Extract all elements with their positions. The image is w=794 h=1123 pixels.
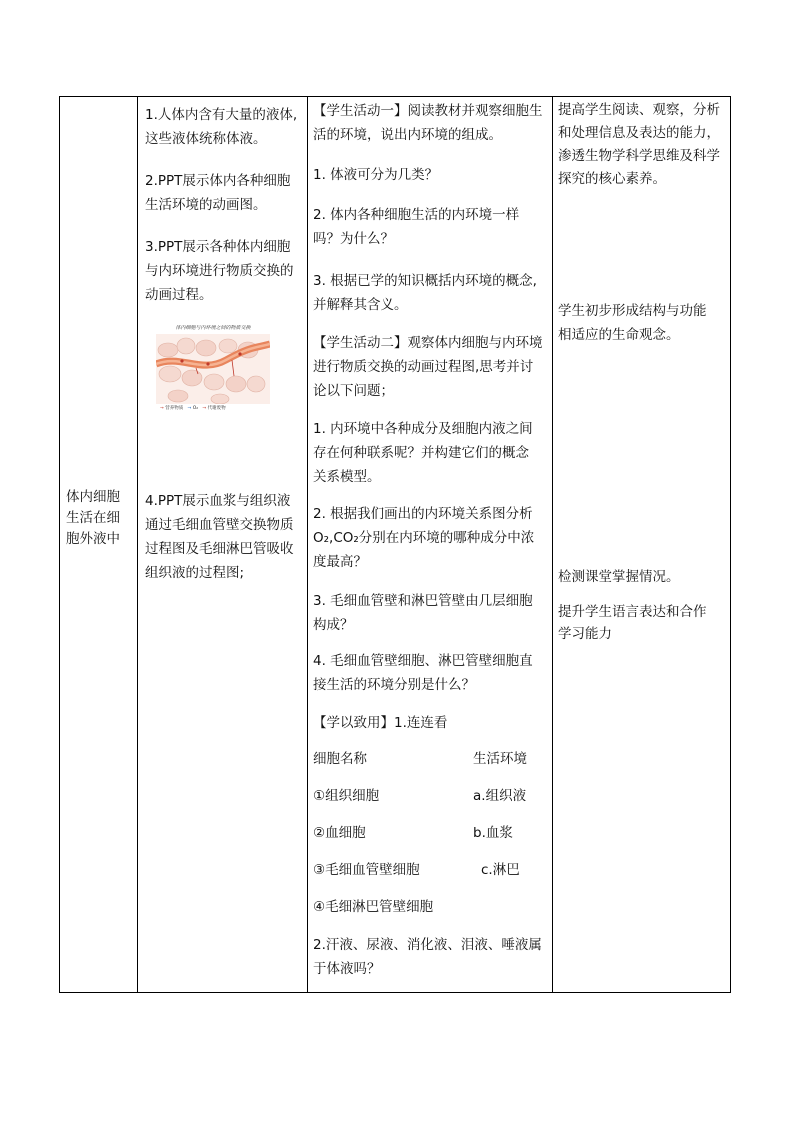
discussion-question-3 <box>313 589 533 637</box>
question-body-fluids <box>313 933 542 981</box>
match-header-left: 细胞名称 <box>313 751 367 767</box>
apply-heading: 【学以致用】1.连连看 <box>313 715 448 731</box>
text-line: 2. 体内各种细胞生活的内环境一样 <box>313 207 520 223</box>
text-line: 度最高？ <box>313 554 367 570</box>
text-line: 提高学生阅读、观察，分析 <box>558 102 720 118</box>
text-line: 论以下问题； <box>313 383 394 399</box>
cell-shape <box>211 394 229 404</box>
blood-cell-dot <box>238 352 241 355</box>
text-line: 2. 根据我们画出的内环境关系图分析 <box>313 506 533 522</box>
teacher-paragraph-4 <box>145 489 294 585</box>
text-line: 并解释其含义。 <box>313 297 408 313</box>
text-line: 活的环境，说出内环境的组成。 <box>313 127 502 143</box>
match-environment: a.组织液 <box>473 788 527 804</box>
text-line: O₂,CO₂分别在内环境的哪种成分中浓 <box>313 530 535 546</box>
match-cell-name: ③毛细血管壁细胞 <box>313 862 420 878</box>
text-line: 与内环境进行物质交换的 <box>145 263 294 279</box>
cell-shape <box>158 343 178 357</box>
teacher-paragraph-3 <box>145 235 294 307</box>
student-activity-2 <box>313 331 543 403</box>
cell-exchange-animation-image <box>156 325 270 417</box>
text-line: 2.PPT展示体内各种细胞 <box>145 173 291 189</box>
legend-label: 代谢废物 <box>207 406 226 411</box>
text-line: 相适应的生命观念。 <box>558 327 680 343</box>
text-line: 构成？ <box>313 617 354 633</box>
cell-shape <box>219 339 237 353</box>
text-line: 【学生活动一】阅读教材并观察细胞生 <box>313 103 543 119</box>
cell-shape <box>182 370 202 386</box>
text-line: 探究的核心素养。 <box>558 171 666 187</box>
intent-paragraph-2 <box>558 299 707 347</box>
text-line: 接生活的环境分别是什么？ <box>313 677 475 693</box>
blood-cell-dot <box>180 359 183 362</box>
cell-shape <box>159 366 181 382</box>
discussion-question-1 <box>313 417 533 489</box>
figure-legend <box>160 406 270 412</box>
text-line: 1. 内环境中各种成分及细胞内液之间 <box>313 421 533 437</box>
blood-cell-dot <box>206 362 209 365</box>
topic-text <box>66 487 120 550</box>
text-line: 3.PPT展示各种体内细胞 <box>145 239 291 255</box>
text-line: 提升学生语言表达和合作 <box>558 604 707 620</box>
legend-arrow-icon: → <box>187 406 192 411</box>
student-activity-cell <box>307 97 552 992</box>
text-line: 关系模型。 <box>313 469 381 485</box>
topic-cell <box>60 97 137 992</box>
text-line: 1. 体液可分为几类？ <box>313 167 439 183</box>
text-line: 于体液吗？ <box>313 961 381 977</box>
cell-shape <box>204 374 224 390</box>
topic-line: 生活在细 <box>66 510 120 526</box>
tissue-illustration <box>156 334 270 404</box>
teacher-paragraph-1 <box>145 103 297 151</box>
text-line: 过程图及毛细淋巴管吸收 <box>145 541 294 557</box>
cell-shape <box>247 376 265 392</box>
match-cell-name: ②血细胞 <box>313 825 366 841</box>
intent-paragraph-3 <box>558 565 680 589</box>
text-line: 学生初步形成结构与功能 <box>558 303 707 319</box>
text-line: 通过毛细血管壁交换物质 <box>145 517 294 533</box>
cell-shape <box>226 376 246 392</box>
text-line: 2.汗液、尿液、消化液、泪液、唾液属 <box>313 937 542 953</box>
text-line: 检测课堂掌握情况。 <box>558 569 680 585</box>
design-intent-cell <box>552 97 732 992</box>
topic-line: 胞外液中 <box>66 531 120 547</box>
legend-label: O₂ <box>192 406 199 411</box>
text-line: 组织液的过程图; <box>145 565 245 581</box>
text-line: 吗？为什么？ <box>313 231 394 247</box>
discussion-question-4 <box>313 649 533 697</box>
match-cell-name: ④毛细淋巴管壁细胞 <box>313 899 434 915</box>
lesson-table <box>59 96 731 993</box>
legend-label: 营养物质 <box>165 406 184 411</box>
legend-arrow-icon: → <box>160 406 164 411</box>
text-line: 存在何种联系呢？并构建它们的概念 <box>313 445 529 461</box>
cell-shape <box>196 340 216 356</box>
text-line: 进行物质交换的动画过程图,思考并讨 <box>313 359 534 375</box>
question-3 <box>313 269 537 317</box>
discussion-question-2 <box>313 502 534 574</box>
legend-arrow-icon: → <box>202 406 207 411</box>
text-line: 4. 毛细血管壁细胞、淋巴管壁细胞直 <box>313 653 533 669</box>
text-line: 学习能力 <box>558 626 612 642</box>
match-cell-name: ①组织细胞 <box>313 788 380 804</box>
text-line: 【学生活动二】观察体内细胞与内环境 <box>313 335 543 351</box>
text-line: 和处理信息及表达的能力， <box>558 125 720 141</box>
topic-line: 体内细胞 <box>66 489 120 505</box>
cell-shape <box>177 338 195 354</box>
teacher-activity-cell <box>137 97 307 992</box>
question-1 <box>313 163 438 187</box>
intent-paragraph-4 <box>558 601 707 645</box>
text-line: 4.PPT展示血浆与组织液 <box>145 493 291 509</box>
cell-shape <box>168 390 188 402</box>
text-line: 3. 毛细血管壁和淋巴管壁由几层细胞 <box>313 593 533 609</box>
text-line: 渗透生物学科学思维及科学 <box>558 148 720 164</box>
text-line: 生活环境的动画图。 <box>145 197 267 213</box>
match-environment: b.血浆 <box>473 825 513 841</box>
text-line: 3. 根据已学的知识概括内环境的概念, <box>313 273 537 289</box>
intent-paragraph-1 <box>558 99 720 191</box>
text-line: 动画过程。 <box>145 287 213 303</box>
teacher-paragraph-2 <box>145 169 290 217</box>
text-line: 1.人体内含有大量的液体, <box>145 107 298 123</box>
figure-title: 体内细胞与内环境之间的物质交换 <box>175 325 251 331</box>
match-header-right: 生活环境 <box>473 751 527 767</box>
question-2 <box>313 203 519 251</box>
student-activity-1 <box>313 99 543 147</box>
match-environment: c.淋巴 <box>481 862 520 878</box>
text-line: 这些液体统称体液。 <box>145 131 267 147</box>
